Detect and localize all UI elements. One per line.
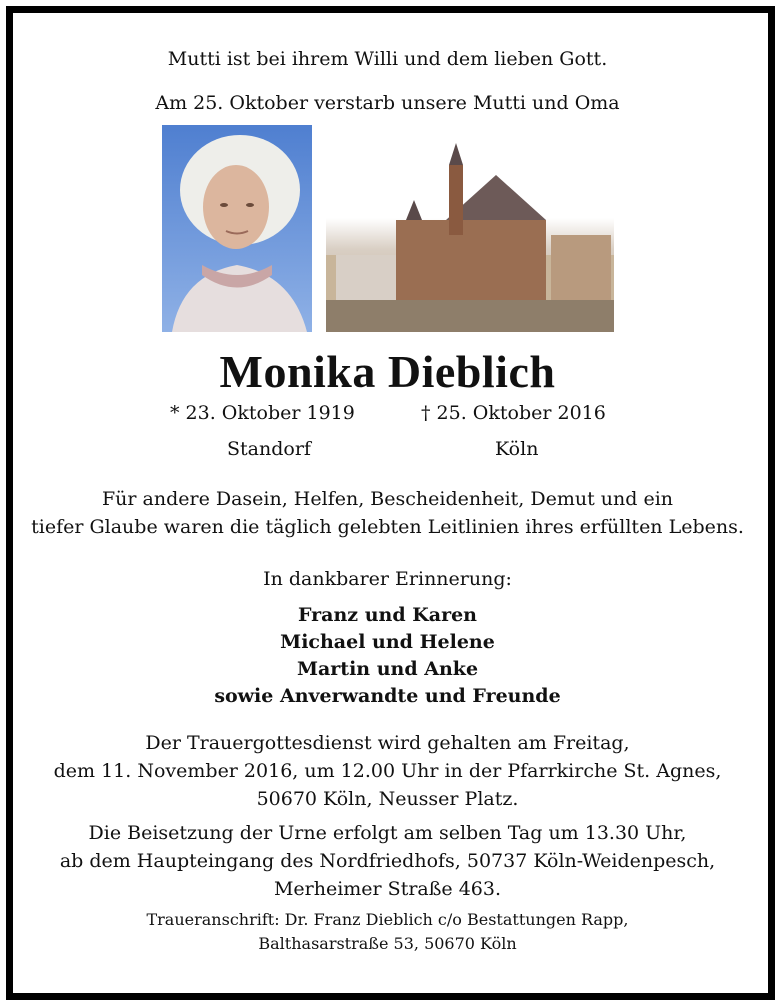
death-place: Köln (495, 438, 539, 460)
opening-line: Mutti ist bei ihrem Willi und dem lieben Gott. (167, 48, 608, 70)
mourner-name: Michael und Helene (280, 631, 495, 653)
address-line-2: Balthasarstraße 53, 50670 Köln (258, 934, 517, 953)
mourner-name: Martin und Anke (296, 658, 479, 680)
tribute-line-2: tiefer Glaube waren die täglich gelebten Leitlinien ihres erfüllten Lebens. (31, 516, 744, 538)
mourner-name: sowie Anverwandte und Freunde (214, 685, 561, 707)
service-line-3: 50670 Köln, Neusser Platz. (256, 788, 519, 810)
announcement-line: Am 25. Oktober verstarb unsere Mutti und Oma (155, 92, 620, 114)
mourner-name: Franz und Karen (298, 604, 477, 626)
burial-line-3: Merheimer Straße 463. (273, 878, 502, 900)
burial-line-1: Die Beisetzung der Urne erfolgt am selben Tag um 13.30 Uhr, (88, 822, 687, 844)
portrait-photo (162, 125, 312, 332)
mourners-intro: In dankbarer Erinnerung: (263, 568, 512, 590)
death-date: † 25. Oktober 2016 (421, 402, 606, 424)
address-line-1: Traueranschrift: Dr. Franz Dieblich c/o Bestattungen Rapp, (146, 910, 629, 929)
deceased-name: Monika Dieblich (219, 346, 556, 397)
service-line-2: dem 11. November 2016, um 12.00 Uhr in der Pfarrkirche St. Agnes, (53, 760, 722, 782)
birth-date: * 23. Oktober 1919 (170, 402, 355, 424)
service-line-1: Der Trauergottesdienst wird gehalten am Freitag, (145, 732, 630, 754)
town-hall-painting (326, 125, 614, 332)
birth-place: Standorf (227, 438, 311, 460)
burial-line-2: ab dem Haupteingang des Nordfriedhofs, 50737 Köln-Weidenpesch, (59, 850, 716, 872)
tribute-line-1: Für andere Dasein, Helfen, Bescheidenheit, Demut und ein (101, 488, 674, 510)
